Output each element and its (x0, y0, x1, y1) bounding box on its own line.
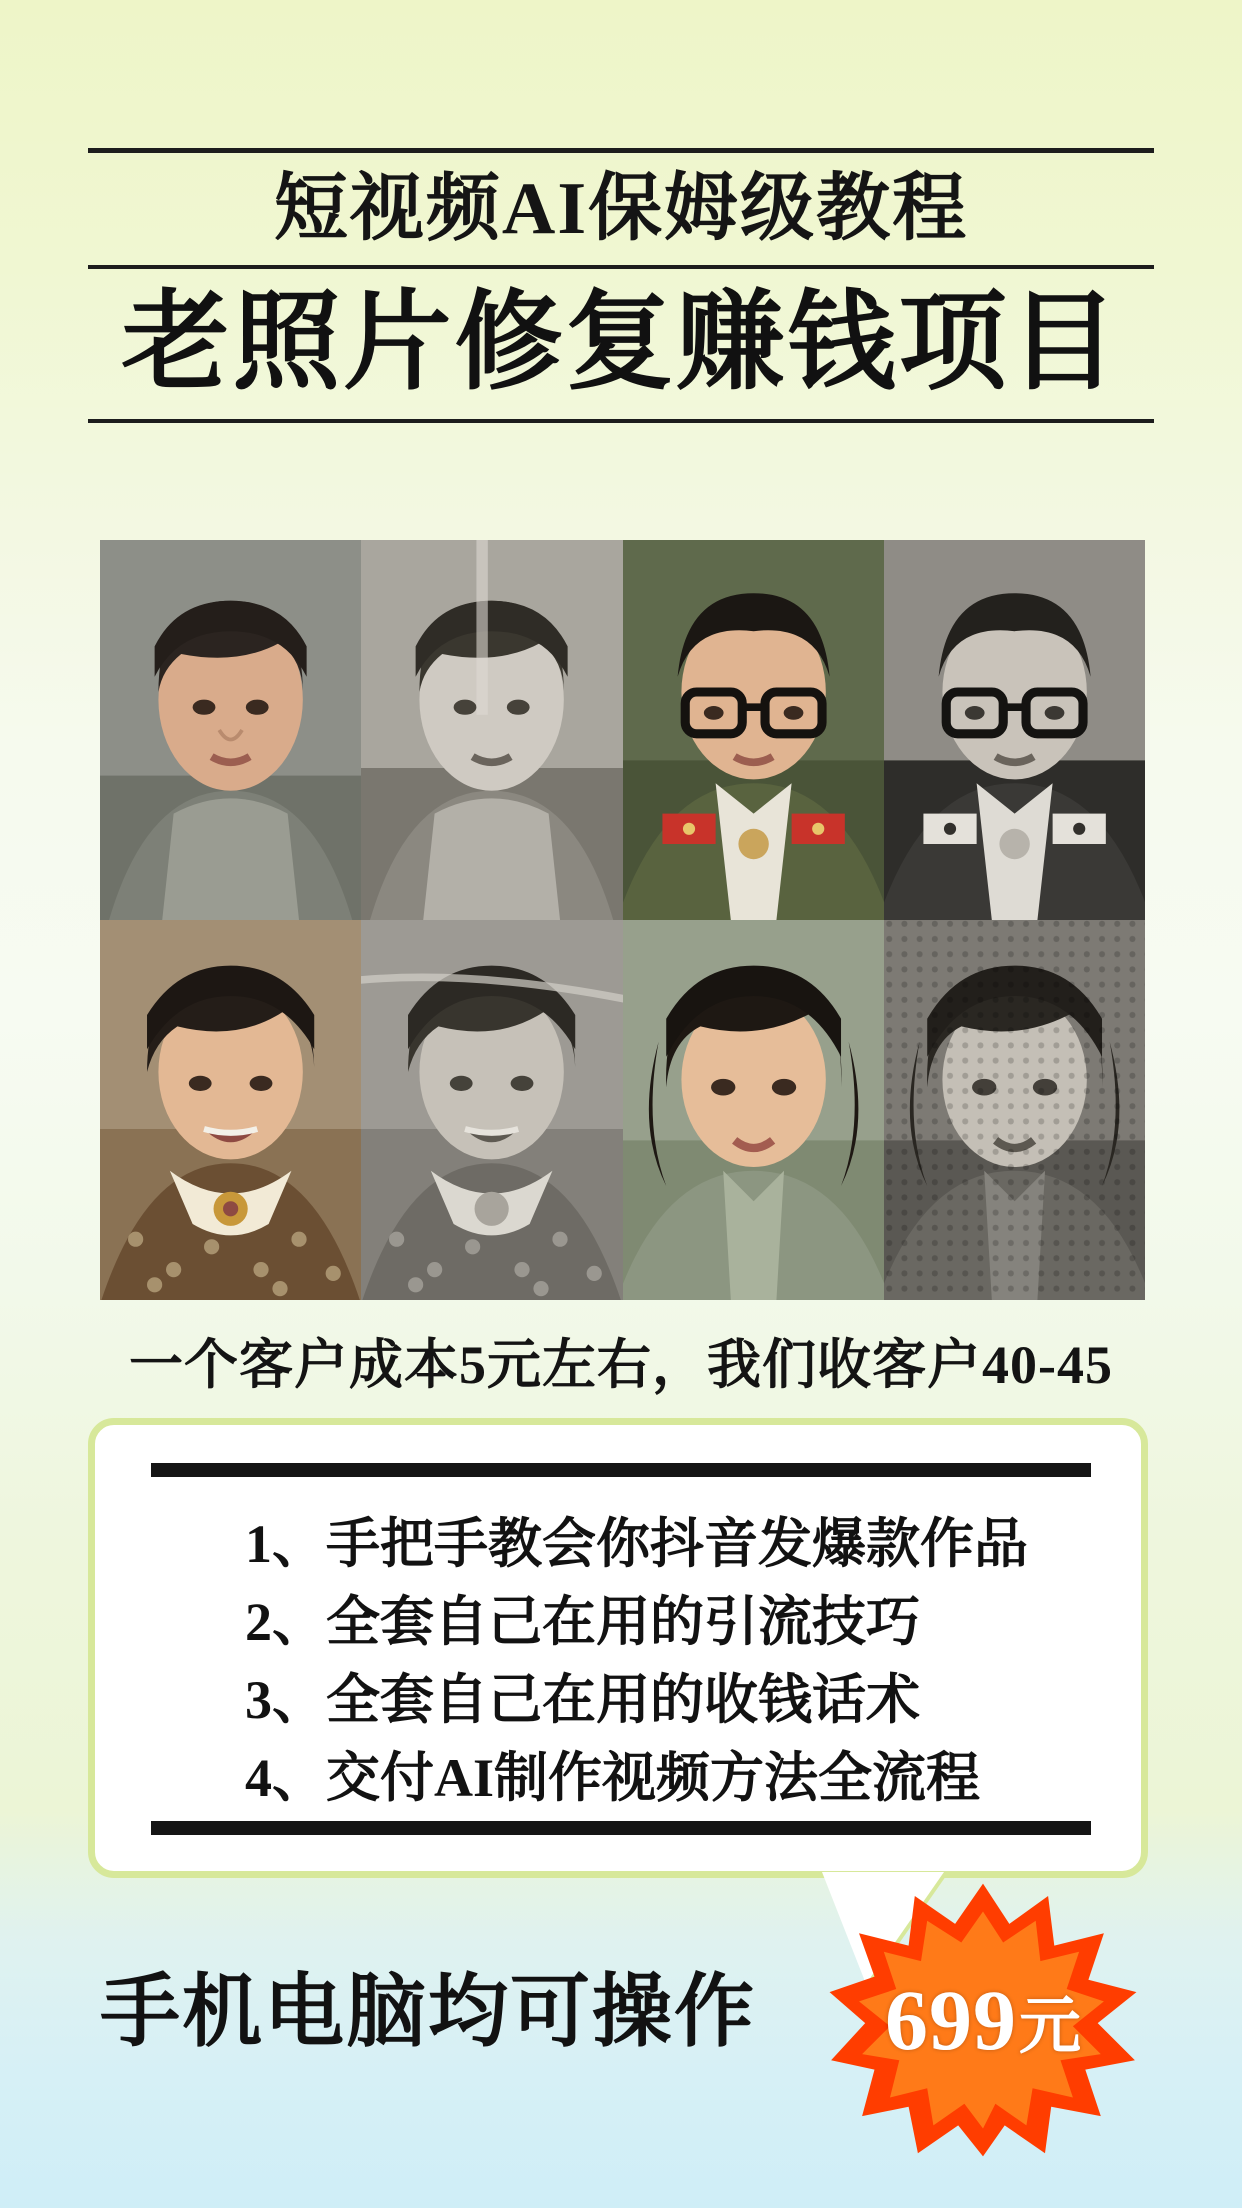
bottom-tagline: 手机电脑均可操作 (100, 1969, 756, 2057)
photo-cell-1 (100, 540, 361, 920)
photo-3-image (623, 540, 884, 920)
photo-6-image (361, 920, 622, 1300)
title-block (88, 148, 1154, 423)
photo-1-image (100, 540, 361, 920)
benefit-item-1: 1、手把手教会你抖音发爆款作品 (245, 1514, 1028, 1574)
price-label (828, 1880, 1138, 2160)
price-amount: 699 (884, 1972, 1017, 2068)
poster-title: 老照片修复赚钱项目 (121, 284, 1121, 403)
photo-8-image (884, 920, 1145, 1300)
before-after-photo-grid (100, 540, 1145, 1300)
photo-5-image (100, 920, 361, 1300)
price-unit: 元 (1018, 1992, 1081, 2061)
photo-cell-3 (623, 540, 884, 920)
callout-bar-bottom (151, 1821, 1091, 1835)
photo-cell-7 (623, 920, 884, 1300)
title-divider-bottom (88, 419, 1154, 423)
price-burst (828, 1880, 1138, 2160)
callout-bar-top (151, 1463, 1091, 1477)
photo-cell-2 (361, 540, 622, 920)
benefit-item-3: 3、全套自己在用的收钱话术 (245, 1670, 920, 1730)
benefit-item-2: 2、全套自己在用的引流技巧 (245, 1592, 920, 1652)
cost-line: 一个客户成本5元左右，我们收客户40-45 (129, 1335, 1113, 1395)
photo-4-image (884, 540, 1145, 920)
photo-cell-6 (361, 920, 622, 1300)
photo-cell-8 (884, 920, 1145, 1300)
photo-cell-5 (100, 920, 361, 1300)
poster-subtitle: 短视频AI保姆级教程 (273, 168, 969, 250)
photo-7-image (623, 920, 884, 1300)
photo-2-image (361, 540, 622, 920)
benefits-callout (88, 1418, 1148, 1878)
benefits-list (245, 1505, 1101, 1817)
photo-cell-4 (884, 540, 1145, 920)
benefit-item-4: 4、交付AI制作视频方法全流程 (245, 1748, 981, 1808)
